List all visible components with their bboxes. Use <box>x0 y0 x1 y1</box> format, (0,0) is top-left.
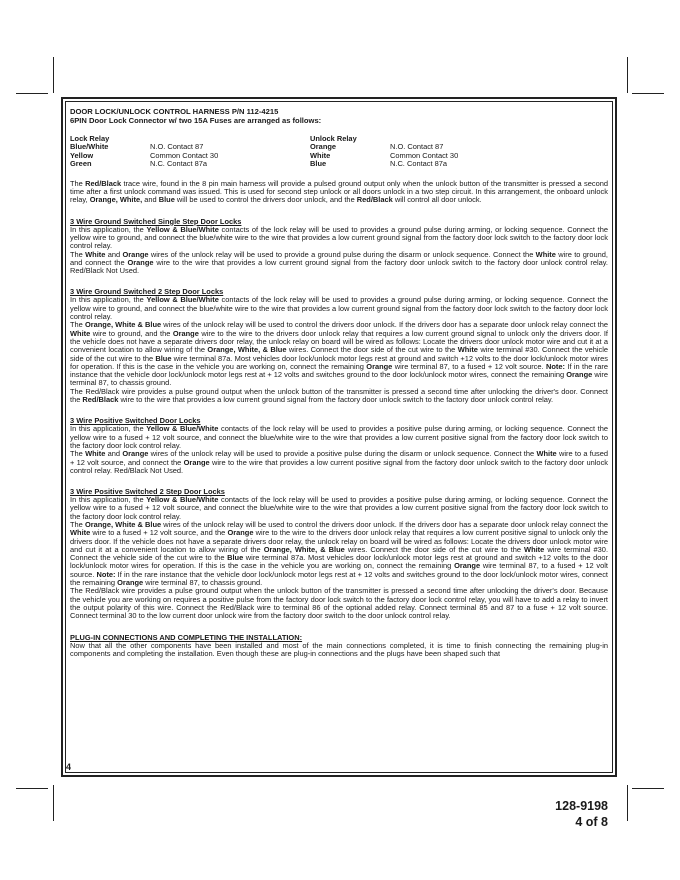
bold-text: Orange <box>122 449 149 459</box>
text-run: The <box>70 178 86 188</box>
text-run: The <box>70 519 85 529</box>
bold-text: White <box>85 449 106 459</box>
bold-text: Blue <box>155 353 172 363</box>
bold-text: Orange <box>117 578 144 588</box>
text-run: wire terminal 87, to a fused + 12 volt source. <box>70 561 608 579</box>
crop-mark <box>632 93 664 94</box>
text-run: wires of the unlock relay will be used to control the drivers door unlock. If the drivers door has a separate door unlock relay connect the <box>161 320 608 330</box>
text-run: If in the rare instance that the vehicle door lock/unlock motor legs rest at + 12 volts and switches ground to the door lock/unlock motor wires, connect the remaining <box>70 361 608 380</box>
text-run: contacts of the lock relay will be used to provides a ground pulse during arming, or locking sequence. Connect the yellow wire to ground, and connect the blue/white wire to the wire that provides a low current ground signal from the factory door lock switch to the factory door lock control relay. <box>70 224 608 251</box>
paragraph <box>70 425 608 450</box>
text-run: The Red/Black wire provides a pulse ground output when the unlock button of the transmitter is pressed a second time after unlocking the driver's door. Connect the <box>70 386 608 405</box>
text-run: wires of the unlock relay will be used to provide a positive pulse during the disarm or unlock sequence. Connect the <box>148 449 537 459</box>
contact-desc: N.C. Contact 87a <box>150 159 208 169</box>
bold-text: Orange, White, & Blue <box>207 345 287 355</box>
bold-text: White <box>536 449 557 459</box>
text-run: In this application, the <box>70 224 147 234</box>
text-run: will control all door unlock. <box>392 195 482 205</box>
wire-color: Blue <box>310 159 327 169</box>
contact-desc: Common Contact 30 <box>390 150 459 160</box>
section <box>70 487 608 620</box>
bold-text: Yellow & Blue/White <box>146 424 219 434</box>
wire-color: Orange <box>310 142 337 151</box>
section <box>70 633 608 659</box>
text-run: and <box>142 195 159 205</box>
paragraph <box>70 321 608 387</box>
relay-row <box>310 160 550 169</box>
text-run: wire to ground, and connect the <box>70 249 608 267</box>
intro-paragraph <box>70 180 608 205</box>
text-run: wire terminal 87, to a fused + 12 volt source. <box>392 361 546 371</box>
bold-text: Yellow & Blue/White <box>146 224 219 234</box>
text-run: wire terminal 87, to chassis ground. <box>143 578 263 588</box>
section-heading: 3 Wire Positive Switched Door Locks <box>70 416 201 426</box>
paragraph <box>70 450 608 475</box>
crop-mark <box>53 57 54 93</box>
text-run: wires of the unlock relay will be used to control the drivers door unlock. If the drivers door has a separate door unlock relay connect the <box>161 519 608 529</box>
bold-text: Orange, White, <box>89 195 143 205</box>
text-run: wire to the wire that provides a low current ground signal from the factory door unlock switch to the factory door unlock control relay. Red/Black Not Used. <box>70 257 608 276</box>
bold-text: White <box>70 328 91 338</box>
text-run: The <box>70 320 85 330</box>
lock-relay <box>70 134 310 169</box>
text-run: contacts of the lock relay will be used to provides a positive pulse during arming, or locking sequence. Connect the yellow wire to a fused + 12 volt source, and connect the blue/white wire to the wire that provides a low current positive signal from the factory door lock switch to the factory door lock control relay. <box>70 495 608 521</box>
text-run: wire to ground, and the <box>90 328 173 338</box>
bold-text: White <box>70 528 91 538</box>
section <box>70 287 608 404</box>
bold-text: Orange <box>127 257 154 267</box>
text-run: and <box>105 449 123 459</box>
crop-mark <box>16 93 48 94</box>
bold-text: White <box>524 544 545 554</box>
unlock-relay <box>310 134 550 169</box>
text-run: and <box>105 249 123 259</box>
wire-color: White <box>310 150 331 160</box>
crop-mark <box>627 57 628 93</box>
text-run: wire terminal 87a. Most vehicles door lock/unlock motor legs rest at ground and switch +12 volts to the door lock/unlock motor wires for operation. If this is the case in the vehicle you are working on, connect the remaining <box>70 353 608 371</box>
text-run: wire to a fused + 12 volt source, and connect the <box>70 449 608 467</box>
paragraph <box>70 587 608 620</box>
text-run: wire to a fused + 12 volt source, and the <box>90 528 228 538</box>
bold-text: White <box>535 249 556 259</box>
bold-text: Note: <box>545 361 565 371</box>
relay-table <box>70 134 608 169</box>
text-run: The <box>70 249 86 259</box>
bold-text: Red/Black <box>82 395 119 405</box>
bold-text: Blue <box>227 553 244 563</box>
harness-title: DOOR LOCK/UNLOCK CONTROL HARNESS P/N 112-4215 <box>70 107 279 116</box>
bold-text: Orange <box>366 361 393 371</box>
section-heading: 3 Wire Positive Switched 2 Step Door Locks <box>70 487 225 497</box>
text-run: wire to the wire to the drivers door unlock relay that requires a low current positive signal to unlock only the drivers door. If the vehicle does not have a separate drivers door relay, the unlock relay on board will be wired as follows: Locate the drivers door unlock motor wire and cut it at a convenient location to allow wiring of the <box>70 528 608 554</box>
bold-text: Orange <box>454 561 481 571</box>
section-heading: 3 Wire Ground Switched Single Step Door Locks <box>70 216 242 226</box>
section <box>70 416 608 475</box>
bold-text: Orange, White, & Blue <box>263 544 345 554</box>
paragraph <box>70 521 608 587</box>
bold-text: Orange <box>227 528 254 538</box>
bold-text: Red/Black <box>85 178 122 188</box>
text-run: In this application, the <box>70 295 147 305</box>
bold-text: Yellow & Blue/White <box>146 495 219 505</box>
text-run: In this application, the <box>70 424 147 434</box>
text-run: wire to the wire that provides a low current positive signal from the factory door unlock switch to the factory door unlock control relay. Red/Black Not Used. <box>70 457 609 475</box>
text-run: contacts of the lock relay will be used to provides a positive pulse during arming, or locking sequence. Connect the yellow wire to a fused + 12 volt source, and connect the blue/white wire to the wire that provides a low current positive signal from the factory door lock switch to the factory door lock control relay. <box>70 424 608 450</box>
contact-desc: Common Contact 30 <box>150 150 219 160</box>
text-run: wire to the wire to the drivers door unlock relay that requires a low current ground signal to unlock only the drivers door. If the vehicle does not have a separate drivers door relay, the unlock relay on board will be wired as follows: Locate the drivers door unlock motor wire and cut it at a convenient location to allow wiring of the <box>70 328 608 355</box>
paragraph <box>70 496 608 521</box>
page-of: 4 of 8 <box>575 815 608 829</box>
page-number: 4 <box>66 762 72 772</box>
document-body <box>70 107 608 658</box>
bold-text: Orange <box>183 457 210 467</box>
paragraph <box>70 251 608 276</box>
text-run: contacts of the lock relay will be used to provides a ground pulse during arming, or locking sequence. Connect the yellow wire to ground, and connect the blue/white wire to the wire that provides a low current ground signal from the factory door lock switch to the factory door lock control relay. <box>70 295 608 322</box>
harness-subtitle: 6PIN Door Lock Connector w/ two 15A Fuses are arranged as follows: <box>70 116 322 125</box>
unlock-relay-heading: Unlock Relay <box>310 134 357 143</box>
text-run: wire terminal #30. Connect the vehicle side of the cut wire to the <box>70 544 609 563</box>
crop-mark <box>16 788 48 789</box>
lock-relay-heading: Lock Relay <box>70 134 110 143</box>
bold-text: Orange <box>566 370 593 380</box>
paragraph <box>70 296 608 321</box>
paragraph <box>70 642 608 659</box>
bold-text: Orange, White & Blue <box>84 519 162 529</box>
paragraph <box>70 388 608 405</box>
contact-desc: N.O. Contact 87 <box>150 142 204 151</box>
text-run: The Red/Black wire provides a pulse ground output when the unlock button of the transmitter is pressed a second time after unlocking the driver's door. Because the vehicle you are working on requires a positive pulse from the factory door lock switch to the factory door lock control relay, you will have to add a relay to invert the output polarity of this wire. Connect the Red/Black wire to terminal 86 of the optional added relay. Connect terminal 85 and 87 to a fuse + 12 volt source. Connect terminal 30 to the low current door unlock wire from the factory door switch to the door unlock control relay. <box>70 586 608 621</box>
bold-text: Blue <box>158 195 175 205</box>
text-run: wire terminal #30. Connect the vehicle side of the cut wire to the <box>70 345 609 363</box>
text-run: trace wire, found in the 8 pin main harness will provide a pulsed ground output only when the unlock button of the transmitter is pressed a second time after a first unlock command was issued. This is used for second step unlock or all doors unlock in a two step circuit. In this arrangement, the onboard unlock relay, <box>70 178 608 205</box>
text-run: wires of the unlock relay will be used to provide a ground pulse during the disarm or unlock sequence. Connect the <box>148 249 536 259</box>
crop-mark <box>627 785 628 821</box>
text-run: wire terminal 87a. Most vehicles door lock/unlock motor legs rest at ground and switch +12 volts to the door lock/unlock motor wires for operation. If this is the case in the vehicle you are working on, connect the remaining <box>70 553 608 571</box>
bold-text: Red/Black <box>356 195 393 205</box>
doc-number: 128-9198 <box>555 799 608 813</box>
wire-color: Blue/White <box>70 142 109 151</box>
crop-mark <box>632 788 664 789</box>
text-run: If in the rare instance that the vehicle door lock/unlock motor legs rest at + 12 volts and switches ground to the door lock/unlock motor wires, connect the remaining <box>70 569 608 588</box>
text-run: wire to the wire that provides a low current ground signal from the factory door unlock switch to the factory door unlock control relay. <box>118 395 554 405</box>
bold-text: Yellow & Blue/White <box>146 295 219 305</box>
text-run: wire terminal 87, to chassis ground. <box>70 370 608 388</box>
contact-desc: N.O. Contact 87 <box>390 142 444 151</box>
section-heading: PLUG-IN CONNECTIONS AND COMPLETING THE INSTALLATION: <box>70 632 303 642</box>
contact-desc: N.C. Contact 87a <box>390 159 448 169</box>
section-heading: 3 Wire Ground Switched 2 Step Door Locks <box>70 287 224 297</box>
text-run: will be used to control the drivers door unlock, and the <box>174 195 357 205</box>
crop-mark <box>53 785 54 821</box>
relay-row <box>70 160 310 169</box>
bold-text: Orange <box>122 249 149 259</box>
wire-color: Yellow <box>70 150 94 160</box>
paragraph <box>70 226 608 251</box>
bold-text: White <box>457 345 478 355</box>
bold-text: Orange <box>172 328 199 338</box>
bold-text: White <box>85 249 106 259</box>
wire-color: Green <box>70 159 92 169</box>
bold-text: Note: <box>96 569 116 579</box>
section <box>70 217 608 276</box>
text-run: In this application, the <box>70 495 147 505</box>
text-run: The <box>70 449 86 459</box>
bold-text: Orange, White & Blue <box>84 320 162 330</box>
text-run: Now that all the other components have been installed and most of the main connections completed, it is time to finish connecting the remaining plug-in components and completing the installation. Even though these are plug-in connections and the plugs have been shaped such that <box>70 640 608 658</box>
text-run: wires. Connect the door side of the cut wire to the <box>344 544 525 554</box>
text-run: wires. Connect the door side of the cut wire to the <box>286 345 458 355</box>
